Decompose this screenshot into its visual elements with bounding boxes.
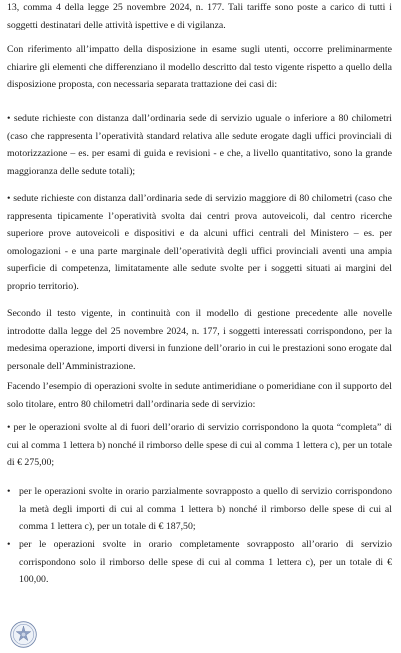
paragraph-intro: 13, comma 4 della legge 25 novembre 2024, n. 177. Tali tariffe sono poste a carico di tutti i soggetti destinatari delle attività ispettive e di vigilanza. <box>7 2 392 31</box>
list-item-completamente-sovrapposto: per le operazioni svolte in orario completamente sovrapposto all’orario di servizio corrispondono solo il rimborso delle spese di cui al comma 1 lettera c), per un totale di € 100,00. <box>19 539 392 586</box>
paragraph-case-over-80km: • sedute richieste con distanza dall’ordinaria sede di servizio maggiore di 80 chilometri (caso che rappresenta tipicamente l’operatività svolta dai centri prova autoveicoli, dal centro ricerche superiore prove autoveicoli e dispositivi e da alcuni uffici centrali del Ministero – es. per omologazioni - e una parte marginale dell’operatività degli uffici provinciali aventi una ampia superficie di competenza, limitatamente alle sedute svolte per i soggetti situati ai margini del proprio territorio). <box>7 193 392 292</box>
paragraph-case-under-80km: • sedute richieste con distanza dall’ordinaria sede di servizio uguale o inferiore a 80 chilometri (caso che rappresenta l’operatività standard relativa alle sedute erogate dagli uffici provinciali di motorizzazione – es. per esami di guida e revisioni - e che, a livello quantitativo, sono la grande maggioranza delle sedute totali); <box>7 113 392 177</box>
bullet-marker: • <box>7 486 11 497</box>
bullet-marker: • <box>7 539 11 550</box>
paragraph-testo-vigente: Secondo il testo vigente, in continuità con il modello di gestione precedente alle novelle introdotte dalla legge del 25 novembre 2024, n. 177, i soggetti interessati corrispondono, per la medesima operazione, importi diversi in funzione dell’orario in cui le prestazioni sono erogate dal personale dell’Amministrazione. <box>7 308 392 372</box>
list-item-parzialmente-sovrapposto: per le operazioni svolte in orario parzialmente sovrapposto a quello di servizio corrispondono la metà degli importi di cui al comma 1 lettera b) nonché il rimborso delle spese di cui al comma 1 lettera c), per un totale di € 187,50; <box>19 486 392 533</box>
seal-emblem-icon <box>10 621 37 648</box>
paragraph-fuori-orario: • per le operazioni svolte al di fuori dell’orario di servizio corrispondono la quota “completa” di cui al comma 1 lettera b) nonché il rimborso delle spese di cui al comma 1 lettera c), per un totale di € 275,00; <box>7 422 392 469</box>
paragraph-impatto: Con riferimento all’impatto della disposizione in esame sugli utenti, occorre preliminarmente chiarire gli elementi che differenziano il modello descritto dal testo vigente rispetto a quello della disposizione proposta, con necessaria separata trattazione dei casi di: <box>7 44 392 91</box>
paragraph-esempio: Facendo l’esempio di operazioni svolte in sedute antimeridiane o pomeridiane con il supporto del solo titolare, entro 80 chilometri dall’ordinaria sede di servizio: <box>7 381 392 410</box>
